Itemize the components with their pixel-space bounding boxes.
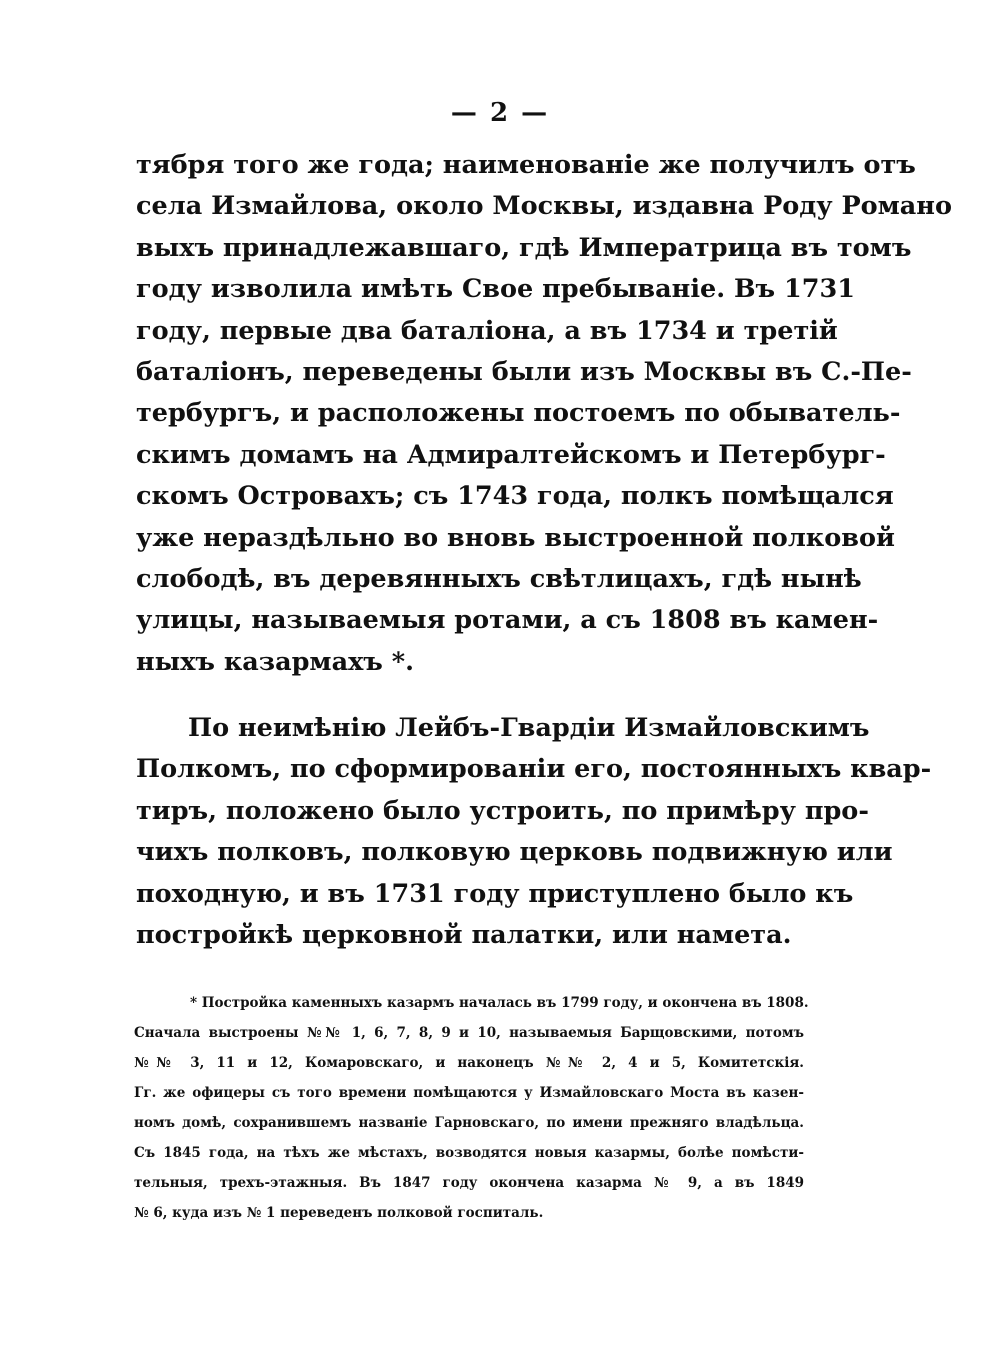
text-line: тербургъ, и расположены постоемъ по обыватель- — [136, 398, 901, 429]
text-line: тиръ, положено было устроить, по примѣру про- — [136, 795, 869, 826]
text-line: уже нераздѣльно во вновь выстроенной полковой — [136, 522, 895, 553]
text-line: ныхъ казармахъ *. — [136, 646, 414, 677]
text-line: скомъ Островахъ; съ 1743 года, полкъ помѣщался — [136, 481, 894, 512]
footnote-line: №№ 3, 11 и 12, Комаровскаго, и наконецъ №№ 2, 4 и 5, Комитетскія. — [134, 1055, 804, 1071]
footnote-line: Съ 1845 года, на тѣхъ же мѣстахъ, возводятся новыя казармы, болѣе помѣсти- — [134, 1145, 804, 1161]
text-line: слободѣ, въ деревянныхъ свѣтлицахъ, гдѣ нынѣ — [136, 564, 862, 595]
footnote-line: номъ домѣ, сохранившемъ названіе Гарновскаго, по имени прежняго владѣльца. — [134, 1115, 804, 1131]
text-line: села Измайлова, около Москвы, издавна Роду Романо — [136, 191, 952, 222]
text-line: походную, и въ 1731 году приступлено было къ — [136, 878, 854, 909]
page-number: — 2 — — [450, 98, 550, 128]
text-line: улицы, называемыя ротами, а съ 1808 въ камен- — [136, 605, 879, 636]
footnote-line: Сначала выстроены №№ 1, 6, 7, 8, 9 и 10, называемыя Барщовскими, потомъ — [134, 1025, 804, 1041]
text-line: скимъ домамъ на Адмиралтейскомъ и Петербург- — [136, 439, 886, 470]
text-line: постройкѣ церковной палатки, или намета. — [136, 920, 792, 951]
text-line: году изволила имѣть Свое пребываніе. Въ 1731 — [136, 274, 855, 305]
footnote-line: Гг. же офицеры съ того времени помѣщаются у Измайловскаго Моста въ казен- — [134, 1085, 804, 1101]
text-line: году, первые два баталіона, а въ 1734 и третій — [136, 315, 838, 346]
footnote-line: № 6, куда изъ № 1 переведенъ полковой госпиталь. — [134, 1205, 544, 1221]
text-line: баталіонъ, переведены были изъ Москвы въ С.-Пе- — [136, 357, 912, 388]
text-line: чихъ полковъ, полковую церковь подвижную или — [136, 837, 893, 868]
text-line: По неимѣнію Лейбъ-Гвардіи Измайловскимъ — [188, 713, 870, 743]
text-line: Полкомъ, по сформированіи его, постоянныхъ квар- — [136, 754, 932, 785]
text-line: тября того же года; наименованіе же получилъ отъ — [136, 150, 916, 180]
paragraph-1 — [136, 145, 952, 683]
footnote — [134, 988, 809, 1228]
paragraph-2 — [136, 708, 932, 956]
text-line: выхъ принадлежавшаго, гдѣ Императрица въ томъ — [136, 232, 912, 263]
footnote-line: тельныя, трехъ-этажныя. Въ 1847 году окончена казарма № 9, а въ 1849 — [134, 1175, 804, 1191]
footnote-line: * Постройка каменныхъ казармъ началась въ 1799 году, и окончена въ 1808. — [190, 995, 809, 1011]
